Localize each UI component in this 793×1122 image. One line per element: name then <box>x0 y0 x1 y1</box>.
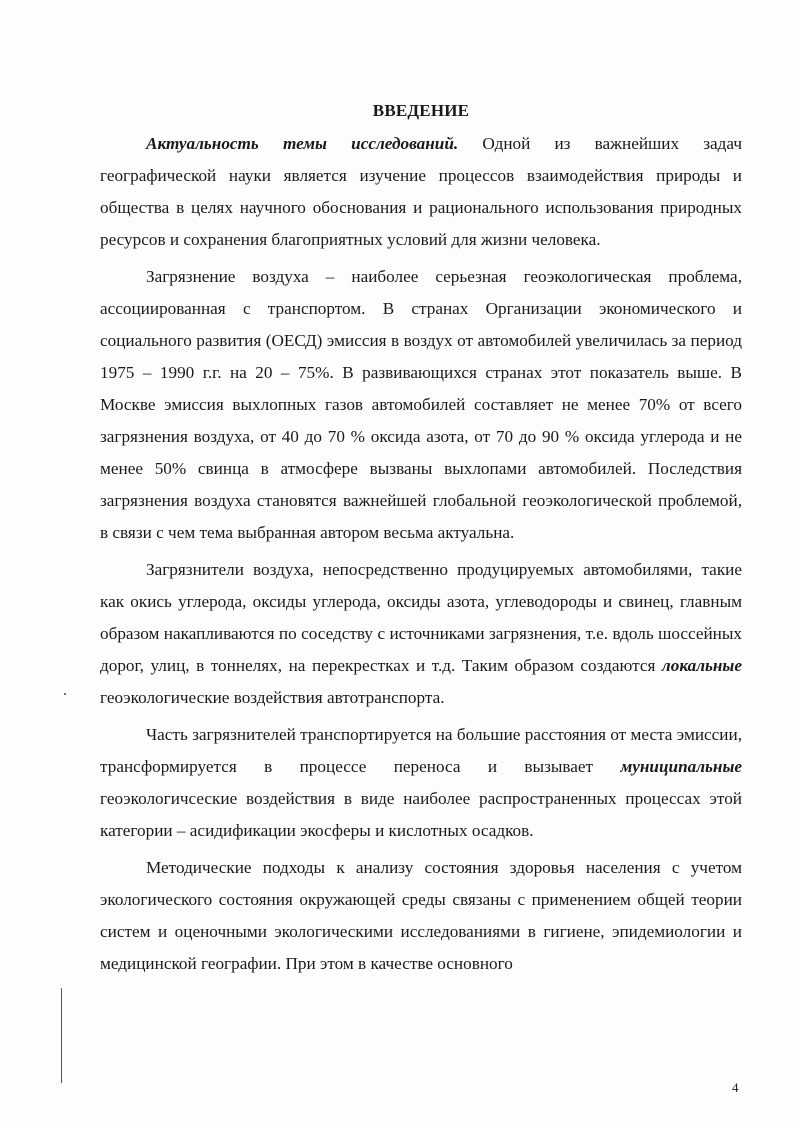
paragraph-relevance <box>100 128 742 256</box>
local-impacts-text-after: геоэкологические воздействия автотранспорта. <box>100 688 445 707</box>
scan-speck <box>64 693 66 695</box>
page-number: 4 <box>732 1080 739 1095</box>
municipal-impacts-text-after: геоэкологичсеские воздействия в виде наиболее распространенных процессах этой категории – асидификации экосферы и кислотных осадков. <box>100 789 742 840</box>
document-body <box>100 100 742 985</box>
paragraph-methodology: Методические подходы к анализу состояния здоровья населения с учетом экологического состояния окружающей среды связаны с применением общей теории систем и оценочными экологическими исследованиями в гигиене, эпидемиологии и медицинской географии. При этом в качестве основного <box>100 858 742 973</box>
local-impacts-emphasis: локальные <box>661 656 742 675</box>
paragraph-air-pollution: Загрязнение воздуха – наиболее серьезная геоэкологическая проблема, ассоциированная с транспортом. В странах Организации экономического и социального развития (ОЕСД) эмиссия в воздух от автомобилей увеличилась за период 1975 – 1990 г.г. на 20 – 75%. В развивающихся странах этот показатель выше. В Москве эмиссия выхлопных газов автомобилей составляет не менее 70% от всего загрязнения воздуха, от 40 до 70 % оксида азота, от 70 до 90 % оксида углерода и не менее 50% свинца в атмосфере вызваны выхлопами автомобилей. Последствия загрязнения воздуха становятся важнейшей глобальной геоэкологической проблемой, в связи с чем тема выбранная автором весьма актуальна. <box>100 267 742 542</box>
relevance-text: Одной из важнейших задач географической науки является изучение процессов взаимодействия природы и общества в целях научного обоснования и рационального использования природных ресурсов и сохранения благоприятных условий для жизни человека. <box>100 134 742 249</box>
page-title: ВВЕДЕНИЕ <box>372 101 470 120</box>
paragraph-local-impacts <box>100 554 742 714</box>
local-impacts-text-before: Загрязнители воздуха, непосредственно продуцируемых автомобилями, такие как окись углерода, оксиды углерода, оксиды азота, углеводороды и свинец, главным образом накапливаются по соседству с источниками загрязнения, т.е. вдоль шоссейных дорог, улиц, в тоннелях, на перекрестках и т.д. Таким образом создаются <box>100 560 742 675</box>
scan-margin-line <box>61 988 62 1083</box>
municipal-impacts-text-before: Часть загрязнителей транспортируется на большие расстояния от места эмиссии, трансформируется в процессе переноса и вызывает <box>100 725 742 776</box>
municipal-impacts-emphasis: муниципальные <box>620 757 742 776</box>
relevance-lead: Актуальность темы исследований. <box>146 134 459 153</box>
paragraph-municipal-impacts <box>100 719 742 847</box>
